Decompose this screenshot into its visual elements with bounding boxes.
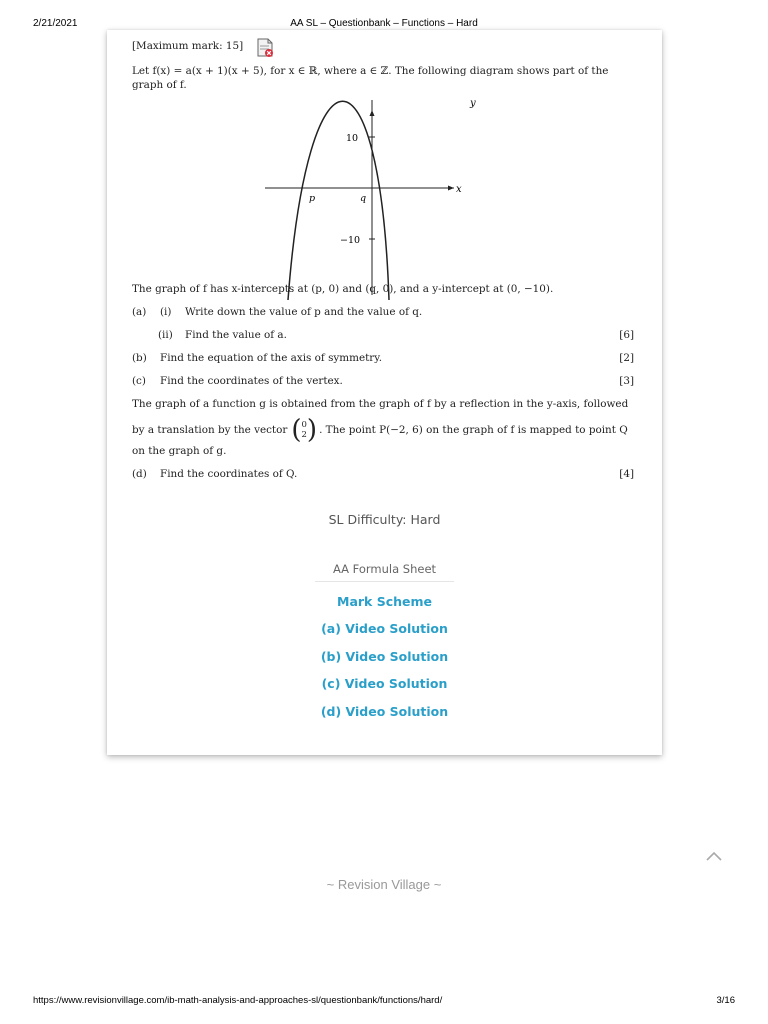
part-c-mark: [3] bbox=[619, 375, 634, 387]
intro-line-2: graph of f. bbox=[132, 79, 187, 91]
intercepts-text: The graph of f has x-intercepts at (p, 0) and (q, 0), and a y-intercept at (0, −10). bbox=[132, 283, 554, 295]
question-card bbox=[107, 30, 662, 755]
p-label: p bbox=[309, 193, 316, 204]
y-axis-arrow bbox=[370, 110, 375, 116]
pdf-file-icon[interactable] bbox=[256, 38, 274, 58]
max-mark: [Maximum mark: 15] bbox=[132, 40, 244, 52]
site-footer: ~ Revision Village ~ bbox=[326, 877, 442, 892]
difficulty-label: SL Difficulty: Hard bbox=[328, 512, 441, 527]
y-axis-label: y bbox=[470, 98, 476, 109]
part-b-mark: [2] bbox=[619, 352, 634, 364]
chevron-up-icon[interactable] bbox=[704, 850, 724, 862]
question-image bbox=[107, 30, 662, 500]
translation-vector: ( 0 2 ) bbox=[291, 415, 318, 445]
vector-bottom: 2 bbox=[301, 430, 307, 440]
video-solution-d-link[interactable]: (d) Video Solution bbox=[320, 704, 449, 719]
g-text-line-1: The graph of a function g is obtained from the graph of f by a reflection in the y-axis, followed bbox=[132, 398, 629, 410]
x-axis-arrow bbox=[448, 186, 454, 191]
part-d-text: Find the coordinates of Q. bbox=[160, 468, 298, 480]
part-d-label: (d) bbox=[132, 468, 147, 480]
g-text-line-2a: by a translation by the vector bbox=[132, 424, 288, 436]
tick-label-minus-10: −10 bbox=[340, 235, 361, 246]
video-solution-a-link[interactable]: (a) Video Solution bbox=[321, 621, 448, 636]
g-text-line-2 bbox=[132, 415, 628, 445]
mark-scheme-link[interactable]: Mark Scheme bbox=[337, 594, 432, 609]
part-c-text: Find the coordinates of the vertex. bbox=[160, 375, 343, 387]
part-a-ii-text: Find the value of a. bbox=[185, 329, 287, 341]
formula-sheet-link[interactable]: AA Formula Sheet bbox=[315, 562, 454, 582]
vector-top: 0 bbox=[301, 420, 307, 430]
print-date: 2/21/2021 bbox=[33, 18, 78, 29]
part-b-label: (b) bbox=[132, 352, 147, 364]
part-a-label: (a) bbox=[132, 306, 147, 318]
g-text-line-3: on the graph of g. bbox=[132, 445, 227, 457]
print-title: AA SL – Questionbank – Functions – Hard bbox=[290, 18, 478, 29]
part-d-mark: [4] bbox=[619, 468, 634, 480]
print-page-number: 3/16 bbox=[716, 995, 735, 1006]
part-a-ii-label: (ii) bbox=[158, 329, 173, 341]
part-a-i-text: Write down the value of p and the value of q. bbox=[185, 306, 423, 318]
parabola-graph bbox=[259, 95, 474, 300]
g-text-line-2b: . The point P(−2, 6) on the graph of f is mapped to point Q bbox=[319, 424, 628, 436]
tick-label-10: 10 bbox=[346, 133, 359, 144]
q-label: q bbox=[360, 193, 367, 204]
x-axis-label: x bbox=[456, 184, 462, 195]
intro-line-1: Let f(x) = a(x + 1)(x + 5), for x ∈ ℝ, where a ∈ ℤ. The following diagram shows part of the bbox=[132, 65, 609, 77]
video-solution-b-link[interactable]: (b) Video Solution bbox=[320, 649, 449, 664]
parabola-curve bbox=[288, 101, 389, 300]
question-intro bbox=[132, 64, 612, 92]
print-url: https://www.revisionvillage.com/ib-math-analysis-and-approaches-sl/questionbank/functions/hard/ bbox=[33, 995, 443, 1006]
part-b-text: Find the equation of the axis of symmetry. bbox=[160, 352, 383, 364]
part-c-label: (c) bbox=[132, 375, 146, 387]
print-footer bbox=[0, 988, 768, 1018]
part-a-mark: [6] bbox=[619, 329, 634, 341]
video-solution-c-link[interactable]: (c) Video Solution bbox=[321, 676, 448, 691]
part-a-i-label: (i) bbox=[160, 306, 172, 318]
